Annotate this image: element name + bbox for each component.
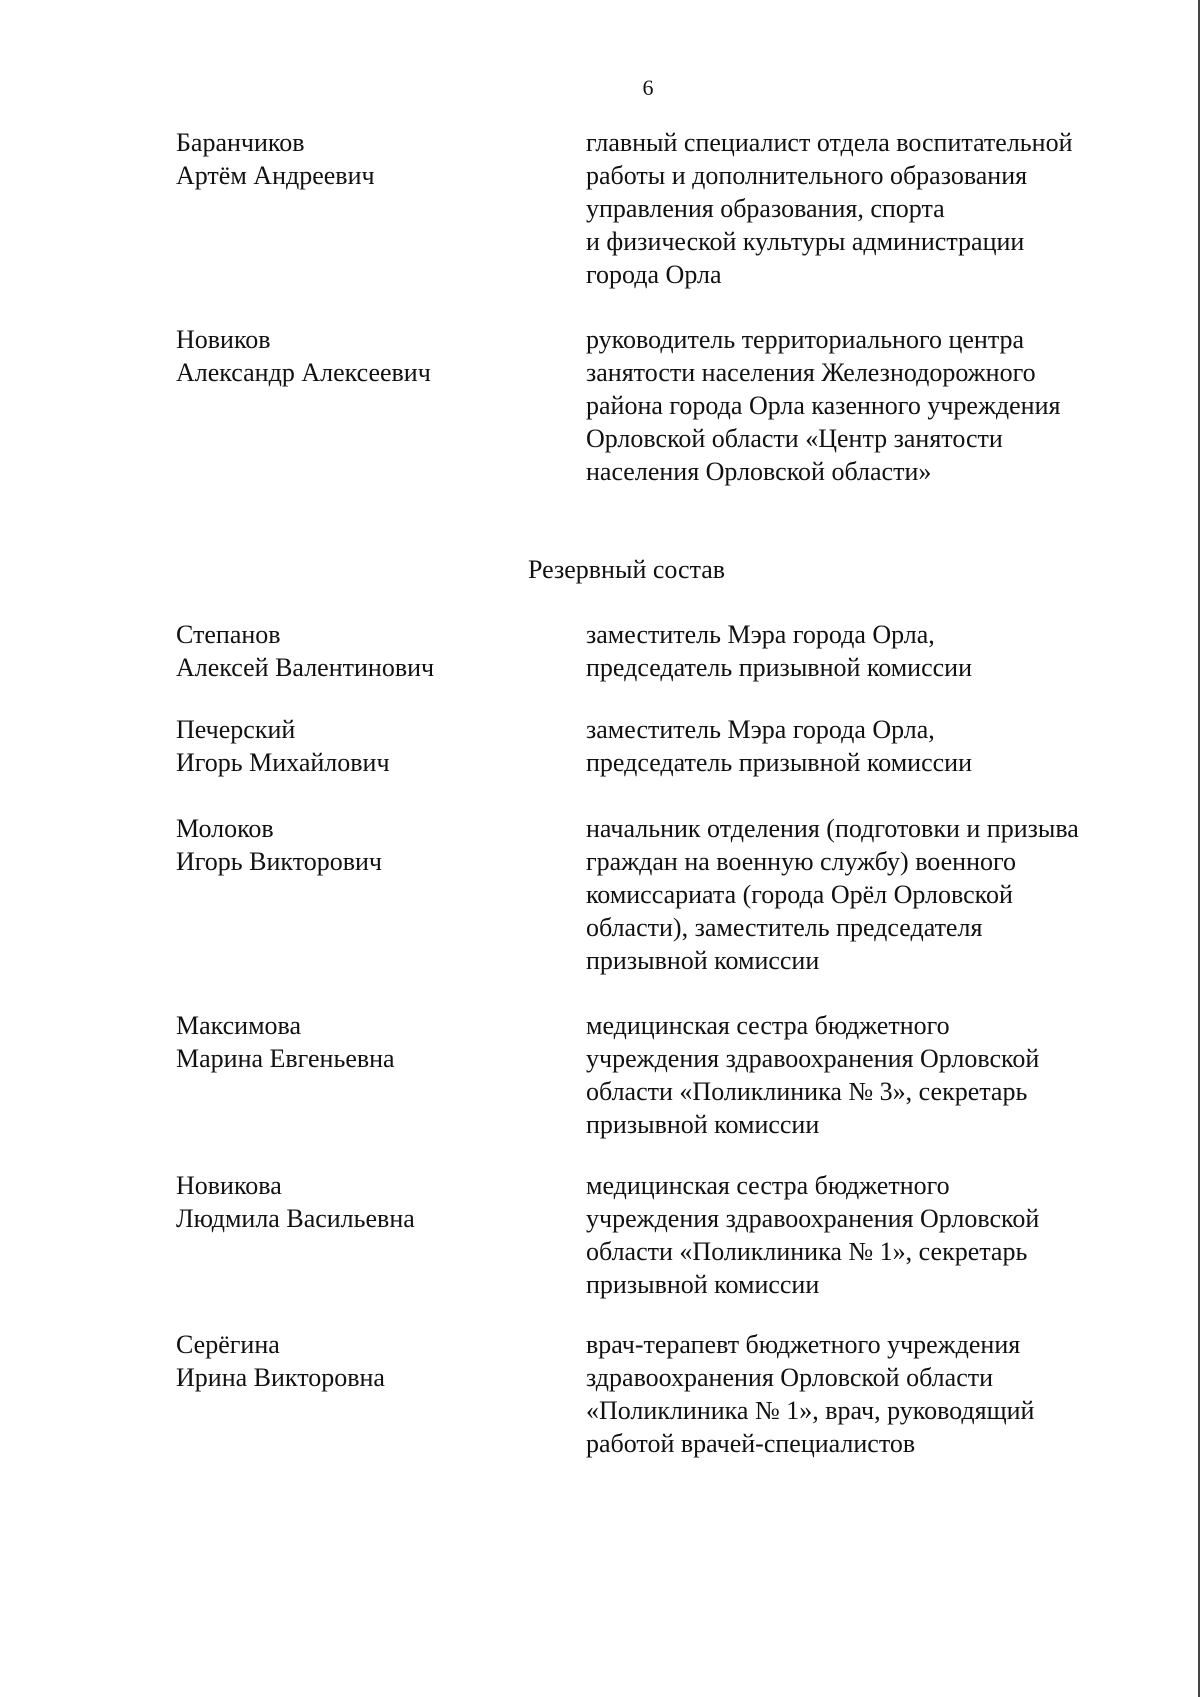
- member-given-names: Игорь Михайлович: [176, 748, 390, 777]
- position-line: учреждения здравоохранения Орловской: [586, 1204, 1040, 1233]
- position-line: области «Поликлиника № 1», секретарь: [586, 1237, 1028, 1266]
- member-surname: Молоков: [176, 814, 274, 843]
- member-position: [586, 1169, 1146, 1301]
- member-given-names: Алексей Валентинович: [176, 653, 435, 682]
- position-line: области «Поликлиника № 3», секретарь: [586, 1077, 1028, 1106]
- reserve-section-title: Резервный состав: [528, 555, 726, 584]
- member-position: [586, 713, 1146, 779]
- position-line: призывной комиссии: [586, 1270, 820, 1299]
- member-name: [176, 1009, 556, 1075]
- member-name: [176, 126, 556, 192]
- position-line: призывной комиссии: [586, 1110, 820, 1139]
- position-line: работой врачей-специалистов: [586, 1429, 916, 1458]
- member-given-names: Марина Евгеньевна: [176, 1044, 395, 1073]
- position-line: работы и дополнительного образования: [586, 161, 1028, 190]
- member-surname: Степанов: [176, 620, 281, 649]
- member-position: [586, 1328, 1146, 1460]
- position-line: управления образования, спорта: [586, 194, 945, 223]
- member-name: [176, 1169, 556, 1235]
- member-position: [586, 1009, 1146, 1141]
- member-given-names: Александр Алексеевич: [176, 358, 431, 387]
- member-surname: Максимова: [176, 1011, 302, 1040]
- position-line: медицинская сестра бюджетного: [586, 1011, 950, 1040]
- member-name: [176, 323, 556, 389]
- position-line: заместитель Мэра города Орла,: [586, 620, 935, 649]
- member-name: [176, 713, 556, 779]
- position-line: руководитель территориального центра: [586, 325, 1025, 354]
- position-line: занятости населения Железнодорожного: [586, 358, 1036, 387]
- position-line: комиссариата (города Орёл Орловской: [586, 880, 1013, 909]
- page-number: 6: [642, 75, 654, 100]
- position-line: здравоохранения Орловской области: [586, 1363, 994, 1392]
- member-surname: Баранчиков: [176, 128, 305, 157]
- position-line: начальник отделения (подготовки и призыва: [586, 814, 1079, 843]
- member-given-names: Игорь Викторович: [176, 847, 382, 876]
- position-line: населения Орловской области»: [586, 457, 932, 486]
- position-line: граждан на военную службу) военного: [586, 847, 1017, 876]
- member-position: [586, 323, 1146, 488]
- position-line: района города Орла казенного учреждения: [586, 391, 1061, 420]
- member-name: [176, 812, 556, 878]
- member-name: [176, 1328, 556, 1394]
- position-line: и физической культуры администрации: [586, 227, 1025, 256]
- position-line: области), заместитель председателя: [586, 913, 983, 942]
- position-line: заместитель Мэра города Орла,: [586, 715, 935, 744]
- position-line: медицинская сестра бюджетного: [586, 1171, 950, 1200]
- member-surname: Новиков: [176, 325, 271, 354]
- member-position: [586, 812, 1146, 977]
- member-surname: Печерский: [176, 715, 296, 744]
- position-line: города Орла: [586, 260, 722, 289]
- position-line: «Поликлиника № 1», врач, руководящий: [586, 1396, 1035, 1425]
- position-line: председатель призывной комиссии: [586, 653, 972, 682]
- member-position: [586, 126, 1146, 291]
- position-line: главный специалист отдела воспитательной: [586, 128, 1073, 157]
- member-given-names: Людмила Васильевна: [176, 1204, 415, 1233]
- position-line: призывной комиссии: [586, 946, 820, 975]
- position-line: председатель призывной комиссии: [586, 748, 972, 777]
- member-given-names: Артём Андреевич: [176, 161, 375, 190]
- member-position: [586, 618, 1146, 684]
- member-given-names: Ирина Викторовна: [176, 1363, 385, 1392]
- member-name: [176, 618, 556, 684]
- position-line: врач-терапевт бюджетного учреждения: [586, 1330, 1021, 1359]
- position-line: учреждения здравоохранения Орловской: [586, 1044, 1040, 1073]
- position-line: Орловской области «Центр занятости: [586, 424, 1003, 453]
- member-surname: Серёгина: [176, 1330, 280, 1359]
- member-surname: Новикова: [176, 1171, 282, 1200]
